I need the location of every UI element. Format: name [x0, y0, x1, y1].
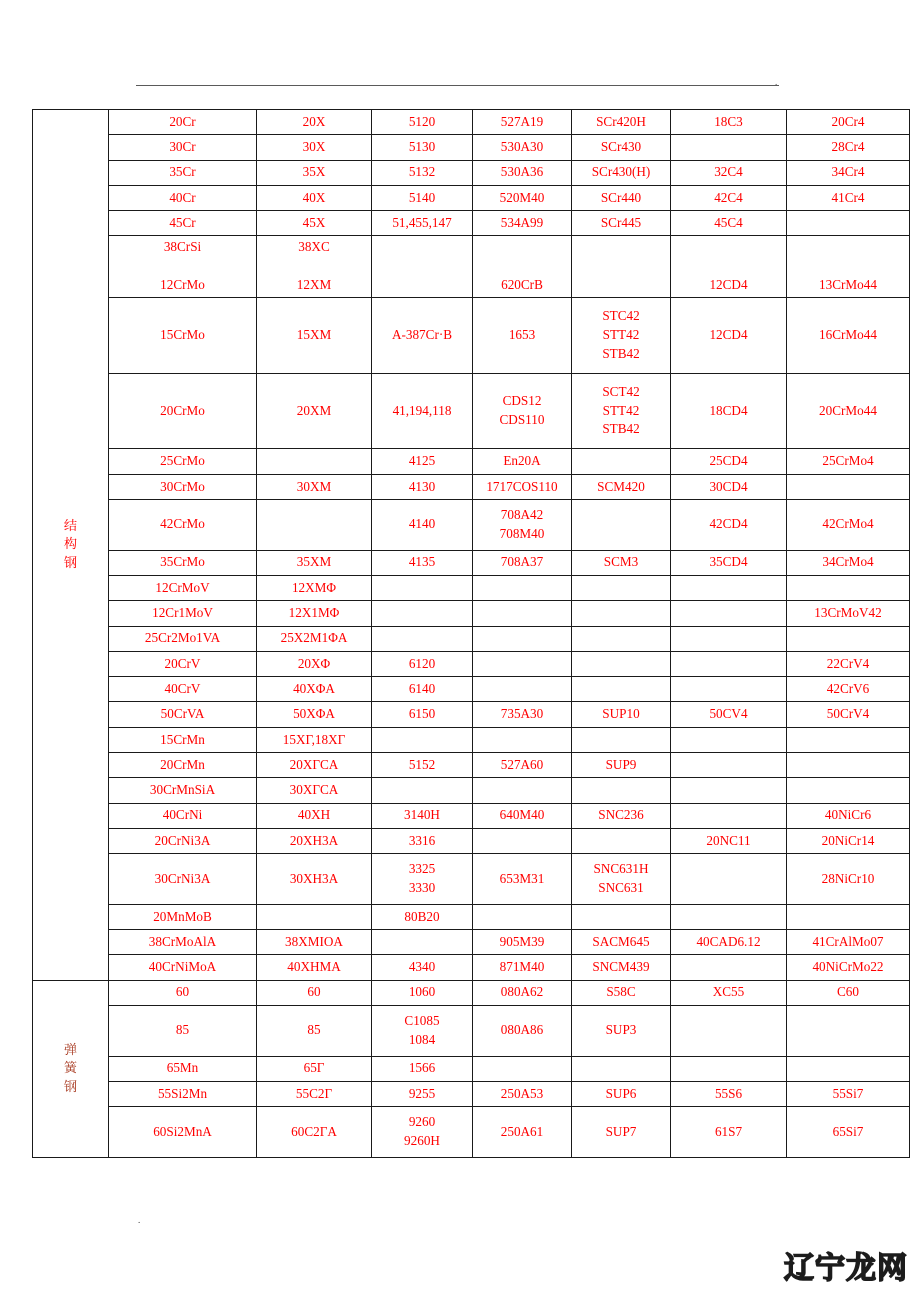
- grade-cell: 653M31: [473, 854, 572, 905]
- grade-cell: 4125: [372, 449, 473, 474]
- grade-cell: [572, 677, 671, 702]
- grade-cell: [787, 474, 910, 499]
- grade-cell: 5130: [372, 135, 473, 160]
- grade-cell: [671, 1006, 787, 1057]
- table-row: [33, 854, 910, 905]
- grade-cell: SUP9: [572, 753, 671, 778]
- grade-cell: [473, 778, 572, 803]
- table-row: [33, 474, 910, 499]
- grade-cell: [572, 651, 671, 676]
- grade-cell: 85: [257, 1006, 372, 1057]
- grade-cell: 12XMΦ: [257, 575, 372, 600]
- section-label-structural-steel: [33, 110, 109, 981]
- grade-cell: [787, 727, 910, 752]
- grade-cell: [787, 1006, 910, 1057]
- grade-cell: 12CrMoV: [109, 575, 257, 600]
- grade-cell: [572, 626, 671, 651]
- grade-cell: 30Cr: [109, 135, 257, 160]
- grade-cell: [671, 135, 787, 160]
- grade-cell: 1717COS110: [473, 474, 572, 499]
- grade-cell: 35X: [257, 160, 372, 185]
- grade-cell: 1566: [372, 1056, 473, 1081]
- table-row: [33, 1107, 910, 1158]
- table-row: [33, 500, 910, 551]
- grade-cell: 708A37: [473, 550, 572, 575]
- grade-cell: 080A86: [473, 1006, 572, 1057]
- table-row: [33, 955, 910, 980]
- grade-cell: 40CrNi: [109, 803, 257, 828]
- grade-cell: [572, 904, 671, 929]
- grade-cell: 55Si7: [787, 1081, 910, 1106]
- grade-cell: 30X: [257, 135, 372, 160]
- grade-cell: [671, 803, 787, 828]
- grade-cell: 30CrNi3A: [109, 854, 257, 905]
- grade-cell: 38CrMoAlA: [109, 930, 257, 955]
- grade-cell: 527A60: [473, 753, 572, 778]
- top-dot-mark: .: [775, 77, 778, 87]
- grade-cell: 30XГCA: [257, 778, 372, 803]
- grade-cell: 15XM: [257, 297, 372, 373]
- grade-cell: 13CrMoV42: [787, 601, 910, 626]
- grade-cell: 40Cr: [109, 185, 257, 210]
- grade-cell: 61S7: [671, 1107, 787, 1158]
- table-row: [33, 753, 910, 778]
- section-label-char: 钢: [63, 555, 78, 571]
- grade-cell: [257, 500, 372, 551]
- grade-cell: SUP10: [572, 702, 671, 727]
- grade-cell: 45Cr: [109, 211, 257, 236]
- grade-cell: [572, 1056, 671, 1081]
- grade-cell: [572, 727, 671, 752]
- grade-cell: 41,194,118: [372, 373, 473, 449]
- grade-cell: 20Cr4: [787, 110, 910, 135]
- grade-cell: 50XΦA: [257, 702, 372, 727]
- table-row: [33, 626, 910, 651]
- table-row: [33, 930, 910, 955]
- table-row: [33, 160, 910, 185]
- grade-cell: 35XM: [257, 550, 372, 575]
- grid-table: [32, 109, 910, 1158]
- grade-cell: SCM3: [572, 550, 671, 575]
- grade-cell: SUP6: [572, 1081, 671, 1106]
- section-label-char: 弹: [63, 1041, 78, 1057]
- table-row: [33, 803, 910, 828]
- grade-cell: [372, 727, 473, 752]
- grade-cell: [671, 601, 787, 626]
- grade-cell: 40CrNiMoA: [109, 955, 257, 980]
- grade-cell: [671, 955, 787, 980]
- grade-cell: 42CrV6: [787, 677, 910, 702]
- grade-cell: 6140: [372, 677, 473, 702]
- grade-cell: 20CrNi3A: [109, 828, 257, 853]
- grade-cell: 20CrMo44: [787, 373, 910, 449]
- grade-cell: 20XГCA: [257, 753, 372, 778]
- grade-cell: 20Cr: [109, 110, 257, 135]
- grade-cell: 20CrMo: [109, 373, 257, 449]
- grade-cell: 15CrMo: [109, 297, 257, 373]
- grade-cell: 18CD4: [671, 373, 787, 449]
- grade-cell: [572, 500, 671, 551]
- grade-cell: [671, 854, 787, 905]
- grade-cell: 30CD4: [671, 474, 787, 499]
- grade-cell: [671, 651, 787, 676]
- grade-cell: 35CrMo: [109, 550, 257, 575]
- grade-cell: SACM645: [572, 930, 671, 955]
- grade-cell: [671, 626, 787, 651]
- grade-cell: [473, 601, 572, 626]
- grade-cell: STC42 STT42 STB42: [572, 297, 671, 373]
- grade-cell: [372, 778, 473, 803]
- grade-cell: 1653: [473, 297, 572, 373]
- table-row: [33, 373, 910, 449]
- grade-cell: [473, 1056, 572, 1081]
- grade-cell: S58C: [572, 980, 671, 1005]
- grade-cell: 34CrMo4: [787, 550, 910, 575]
- section-label-char: 簧: [63, 1060, 78, 1076]
- table-row: [33, 677, 910, 702]
- grade-cell: 30XH3A: [257, 854, 372, 905]
- table-row: [33, 727, 910, 752]
- grade-cell: 1060: [372, 980, 473, 1005]
- grade-cell: SCr440: [572, 185, 671, 210]
- grade-cell: SCT42 STT42 STB42: [572, 373, 671, 449]
- grade-cell: 534A99: [473, 211, 572, 236]
- grade-cell: [372, 601, 473, 626]
- grade-cell: 42CD4: [671, 500, 787, 551]
- grade-cell: 60: [257, 980, 372, 1005]
- grade-cell: 12Cr1MoV: [109, 601, 257, 626]
- grade-cell: 4135: [372, 550, 473, 575]
- grade-cell: 5120: [372, 110, 473, 135]
- grade-cell: 40CAD6.12: [671, 930, 787, 955]
- table-row: [33, 702, 910, 727]
- grade-cell: 620CrB: [473, 236, 572, 297]
- grade-cell: 38XC 12XM: [257, 236, 372, 297]
- grade-cell: 40XHMA: [257, 955, 372, 980]
- grade-cell: [572, 575, 671, 600]
- grade-cell: [787, 211, 910, 236]
- grade-cell: [372, 626, 473, 651]
- grade-cell: [671, 904, 787, 929]
- grade-cell: 20NC11: [671, 828, 787, 853]
- table-row: [33, 575, 910, 600]
- table-row: [33, 185, 910, 210]
- grade-cell: 25X2M1ΦA: [257, 626, 372, 651]
- grade-cell: [671, 778, 787, 803]
- table-row: [33, 297, 910, 373]
- table-row: [33, 449, 910, 474]
- grade-cell: 28Cr4: [787, 135, 910, 160]
- grade-cell: 080A62: [473, 980, 572, 1005]
- grade-cell: 50CV4: [671, 702, 787, 727]
- grade-cell: 3140H: [372, 803, 473, 828]
- grade-cell: 3316: [372, 828, 473, 853]
- grade-cell: 22CrV4: [787, 651, 910, 676]
- grade-cell: 30CrMnSiA: [109, 778, 257, 803]
- grade-cell: 65Mn: [109, 1056, 257, 1081]
- grade-cell: 40CrV: [109, 677, 257, 702]
- grade-cell: 38CrSi 12CrMo: [109, 236, 257, 297]
- grade-cell: 20NiCr14: [787, 828, 910, 853]
- grade-cell: 4340: [372, 955, 473, 980]
- grade-cell: [787, 575, 910, 600]
- grade-cell: 4140: [372, 500, 473, 551]
- grade-cell: SNC236: [572, 803, 671, 828]
- table-row: [33, 904, 910, 929]
- grade-cell: [372, 575, 473, 600]
- grade-cell: 30XM: [257, 474, 372, 499]
- table-row: [33, 135, 910, 160]
- grade-cell: 51,455,147: [372, 211, 473, 236]
- grade-cell: 640M40: [473, 803, 572, 828]
- table-row: [33, 1081, 910, 1106]
- grade-cell: 40X: [257, 185, 372, 210]
- grade-cell: [787, 1056, 910, 1081]
- grade-cell: [473, 626, 572, 651]
- table-row: [33, 828, 910, 853]
- grade-cell: 45X: [257, 211, 372, 236]
- grade-cell: 520M40: [473, 185, 572, 210]
- grade-cell: 65Si7: [787, 1107, 910, 1158]
- grade-cell: 41CrAlMo07: [787, 930, 910, 955]
- grade-cell: 530A36: [473, 160, 572, 185]
- grade-cell: 32C4: [671, 160, 787, 185]
- grade-cell: 60: [109, 980, 257, 1005]
- top-horizontal-rule: [136, 85, 779, 86]
- table-row: [33, 550, 910, 575]
- grade-cell: 9260 9260H: [372, 1107, 473, 1158]
- grade-cell: [671, 753, 787, 778]
- grade-cell: 20MnMoB: [109, 904, 257, 929]
- grade-cell: 250A61: [473, 1107, 572, 1158]
- grade-cell: [572, 778, 671, 803]
- grade-cell: 35CD4: [671, 550, 787, 575]
- grade-cell: 42C4: [671, 185, 787, 210]
- grade-cell: 50CrV4: [787, 702, 910, 727]
- grade-cell: 527A19: [473, 110, 572, 135]
- grade-cell: [572, 236, 671, 297]
- grade-cell: SNC631H SNC631: [572, 854, 671, 905]
- grade-cell: 35Cr: [109, 160, 257, 185]
- grade-cell: 15XГ,18XГ: [257, 727, 372, 752]
- grade-cell: 55C2Г: [257, 1081, 372, 1106]
- grade-cell: 85: [109, 1006, 257, 1057]
- grade-cell: 530A30: [473, 135, 572, 160]
- grade-cell: 16CrMo44: [787, 297, 910, 373]
- table-row: [33, 651, 910, 676]
- grade-cell: 9255: [372, 1081, 473, 1106]
- section-label-spring-steel: [33, 980, 109, 1157]
- grade-cell: C1085 1084: [372, 1006, 473, 1057]
- grade-cell: 30CrMo: [109, 474, 257, 499]
- grade-cell: A-387Cr·B: [372, 297, 473, 373]
- grade-cell: 6150: [372, 702, 473, 727]
- grade-cell: [671, 677, 787, 702]
- grade-cell: [787, 904, 910, 929]
- grade-cell: 20CrV: [109, 651, 257, 676]
- section-label-char: 构: [63, 536, 78, 552]
- grade-cell: [257, 449, 372, 474]
- grade-cell: 25Cr2Mo1VA: [109, 626, 257, 651]
- grade-cell: 28NiCr10: [787, 854, 910, 905]
- grade-cell: 250A53: [473, 1081, 572, 1106]
- grade-cell: 5140: [372, 185, 473, 210]
- grade-cell: 40XH: [257, 803, 372, 828]
- grade-cell: [671, 727, 787, 752]
- grade-cell: 12CD4: [671, 236, 787, 297]
- grade-cell: 25CD4: [671, 449, 787, 474]
- table-row: [33, 211, 910, 236]
- steel-grade-comparison-table: [32, 109, 910, 1158]
- grade-cell: [372, 930, 473, 955]
- grade-cell: [671, 1056, 787, 1081]
- grade-cell: CDS12 CDS110: [473, 373, 572, 449]
- grade-cell: 5132: [372, 160, 473, 185]
- grade-cell: 42CrMo4: [787, 500, 910, 551]
- grade-cell: [473, 651, 572, 676]
- grade-cell: [572, 601, 671, 626]
- table-row: [33, 110, 910, 135]
- grade-cell: 65Г: [257, 1056, 372, 1081]
- grade-cell: 42CrMo: [109, 500, 257, 551]
- section-label-char: 钢: [63, 1079, 78, 1095]
- grade-cell: 4130: [372, 474, 473, 499]
- grade-cell: 40XΦA: [257, 677, 372, 702]
- grade-cell: 45C4: [671, 211, 787, 236]
- grade-cell: 905M39: [473, 930, 572, 955]
- grade-cell: 34Cr4: [787, 160, 910, 185]
- grade-cell: 13CrMo44: [787, 236, 910, 297]
- grade-cell: [473, 677, 572, 702]
- grade-cell: [473, 727, 572, 752]
- grade-cell: [473, 904, 572, 929]
- grade-cell: 20XM: [257, 373, 372, 449]
- grade-cell: 12X1MΦ: [257, 601, 372, 626]
- grade-cell: SUP7: [572, 1107, 671, 1158]
- site-watermark: 辽宁龙网: [784, 1251, 908, 1286]
- table-row: [33, 1056, 910, 1081]
- grade-cell: 20CrMn: [109, 753, 257, 778]
- grade-cell: SUP3: [572, 1006, 671, 1057]
- grade-cell: 40NiCr6: [787, 803, 910, 828]
- grade-cell: SCr430: [572, 135, 671, 160]
- grade-cell: SCM420: [572, 474, 671, 499]
- grade-cell: 18C3: [671, 110, 787, 135]
- bottom-dot-mark: .: [138, 1215, 141, 1225]
- grade-cell: [257, 904, 372, 929]
- grade-cell: XC55: [671, 980, 787, 1005]
- grade-cell: [473, 575, 572, 600]
- grade-cell: 20XH3A: [257, 828, 372, 853]
- grade-cell: 871M40: [473, 955, 572, 980]
- table-row: [33, 980, 910, 1005]
- grade-cell: [372, 236, 473, 297]
- grade-cell: SCr430(H): [572, 160, 671, 185]
- grade-cell: 55Si2Mn: [109, 1081, 257, 1106]
- grade-cell: 80B20: [372, 904, 473, 929]
- grade-cell: C60: [787, 980, 910, 1005]
- grade-cell: 20X: [257, 110, 372, 135]
- grade-cell: 41Cr4: [787, 185, 910, 210]
- grade-cell: 38XMIOA: [257, 930, 372, 955]
- grade-cell: 25CrMo4: [787, 449, 910, 474]
- table-row: [33, 1006, 910, 1057]
- grade-cell: SCr445: [572, 211, 671, 236]
- grade-cell: 20XΦ: [257, 651, 372, 676]
- grade-cell: 25CrMo: [109, 449, 257, 474]
- grade-cell: 50CrVA: [109, 702, 257, 727]
- grade-cell: 708A42 708M40: [473, 500, 572, 551]
- grade-cell: [572, 449, 671, 474]
- grade-cell: 3325 3330: [372, 854, 473, 905]
- grade-cell: [787, 626, 910, 651]
- grade-cell: [787, 778, 910, 803]
- grade-cell: [787, 753, 910, 778]
- grade-cell: 15CrMn: [109, 727, 257, 752]
- grade-cell: 5152: [372, 753, 473, 778]
- grade-cell: [473, 828, 572, 853]
- table-row: [33, 601, 910, 626]
- grade-cell: 60C2ГA: [257, 1107, 372, 1158]
- grade-cell: [572, 828, 671, 853]
- grade-cell: 735A30: [473, 702, 572, 727]
- grade-cell: 6120: [372, 651, 473, 676]
- grade-cell: 40NiCrMo22: [787, 955, 910, 980]
- grade-cell: En20A: [473, 449, 572, 474]
- grade-cell: [671, 575, 787, 600]
- grade-cell: 55S6: [671, 1081, 787, 1106]
- section-label-char: 结: [63, 517, 78, 533]
- grade-cell: 12CD4: [671, 297, 787, 373]
- table-row: [33, 778, 910, 803]
- grade-cell: SCr420H: [572, 110, 671, 135]
- table-row: [33, 236, 910, 297]
- grade-cell: 60Si2MnA: [109, 1107, 257, 1158]
- grade-cell: SNCM439: [572, 955, 671, 980]
